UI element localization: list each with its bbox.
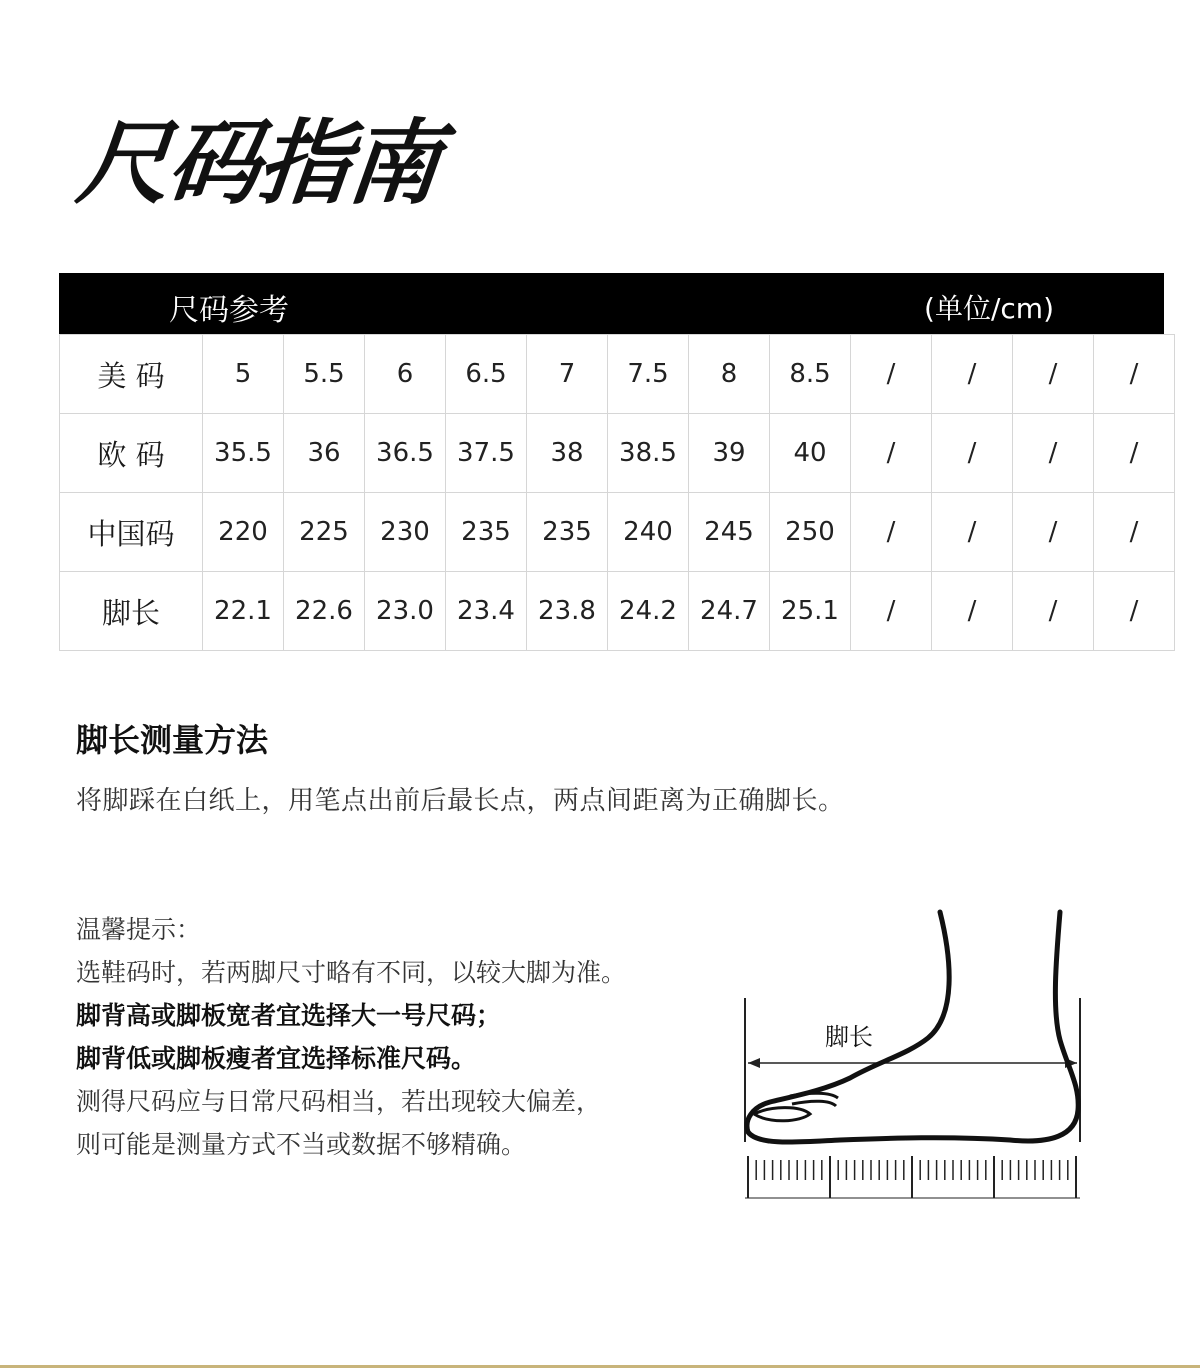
table-cell: 8 <box>689 335 770 414</box>
tips-line: 选鞋码时，若两脚尺寸略有不同，以较大脚为准。 <box>76 958 627 987</box>
table-cell: 240 <box>608 493 689 572</box>
ruler-ticks <box>748 1156 1076 1198</box>
table-row-us <box>60 335 1175 414</box>
measure-title: 脚长测量方法 <box>76 721 269 759</box>
row-label: 美 码 <box>60 335 203 414</box>
table-cell: / <box>1013 414 1094 493</box>
table-cell: 37.5 <box>446 414 527 493</box>
table-row-eu <box>60 414 1175 493</box>
table-cell: 245 <box>689 493 770 572</box>
tips-block <box>76 908 626 1166</box>
tips-line: 则可能是测量方式不当或数据不够精确。 <box>76 1130 527 1159</box>
table-header-title: 尺码参考 <box>169 293 289 328</box>
row-label: 脚长 <box>60 572 203 651</box>
table-cell: 6.5 <box>446 335 527 414</box>
table-cell: 7 <box>527 335 608 414</box>
table-cell: 40 <box>770 414 851 493</box>
table-cell: 36 <box>284 414 365 493</box>
table-cell: 36.5 <box>365 414 446 493</box>
table-cell: / <box>932 335 1013 414</box>
table-cell: / <box>1094 493 1175 572</box>
measure-description: 将脚踩在白纸上，用笔点出前后最长点，两点间距离为正确脚长。 <box>76 786 845 816</box>
table-cell: / <box>1094 572 1175 651</box>
table-cell: 230 <box>365 493 446 572</box>
row-label: 欧 码 <box>60 414 203 493</box>
table-cell: 24.7 <box>689 572 770 651</box>
table-cell: 5 <box>203 335 284 414</box>
table-cell: 25.1 <box>770 572 851 651</box>
table-cell: / <box>1013 493 1094 572</box>
table-cell: 24.2 <box>608 572 689 651</box>
table-cell: / <box>932 572 1013 651</box>
table-cell: 23.4 <box>446 572 527 651</box>
table-cell: / <box>851 493 932 572</box>
table-cell: 23.0 <box>365 572 446 651</box>
diagram-label: 脚长 <box>825 1023 873 1051</box>
tips-line-bold: 脚背低或脚板瘦者宜选择标准尺码。 <box>76 1044 477 1073</box>
table-row-foot-length <box>60 572 1175 651</box>
table-cell: 35.5 <box>203 414 284 493</box>
table-row-cn <box>60 493 1175 572</box>
foot-icon <box>730 900 1100 1210</box>
row-label: 中国码 <box>60 493 203 572</box>
table-cell: 22.6 <box>284 572 365 651</box>
table-cell: 220 <box>203 493 284 572</box>
tips-heading: 温馨提示： <box>76 915 202 944</box>
table-cell: / <box>932 493 1013 572</box>
table-cell: 250 <box>770 493 851 572</box>
table-header <box>59 273 1164 334</box>
tips-line-bold: 脚背高或脚板宽者宜选择大一号尺码； <box>76 1001 502 1030</box>
table-cell: / <box>1094 414 1175 493</box>
table-cell: 235 <box>527 493 608 572</box>
table-cell: 5.5 <box>284 335 365 414</box>
table-cell: 23.8 <box>527 572 608 651</box>
table-cell: 8.5 <box>770 335 851 414</box>
table-cell: 6 <box>365 335 446 414</box>
table-header-unit: (单位/cm) <box>924 292 1054 325</box>
table-cell: / <box>851 414 932 493</box>
table-cell: / <box>1094 335 1175 414</box>
table-cell: / <box>932 414 1013 493</box>
table-cell: 225 <box>284 493 365 572</box>
foot-diagram <box>730 900 1100 1210</box>
table-cell: / <box>851 572 932 651</box>
table-cell: / <box>851 335 932 414</box>
table-cell: 235 <box>446 493 527 572</box>
page-title: 尺码指南 <box>72 110 444 217</box>
table-cell: 39 <box>689 414 770 493</box>
table-cell: 38.5 <box>608 414 689 493</box>
table-cell: 7.5 <box>608 335 689 414</box>
table-cell: 38 <box>527 414 608 493</box>
size-table <box>59 273 1164 651</box>
size-grid <box>59 334 1175 651</box>
table-cell: 22.1 <box>203 572 284 651</box>
table-cell: / <box>1013 572 1094 651</box>
table-cell: / <box>1013 335 1094 414</box>
tips-line: 测得尺码应与日常尺码相当，若出现较大偏差， <box>76 1087 602 1116</box>
